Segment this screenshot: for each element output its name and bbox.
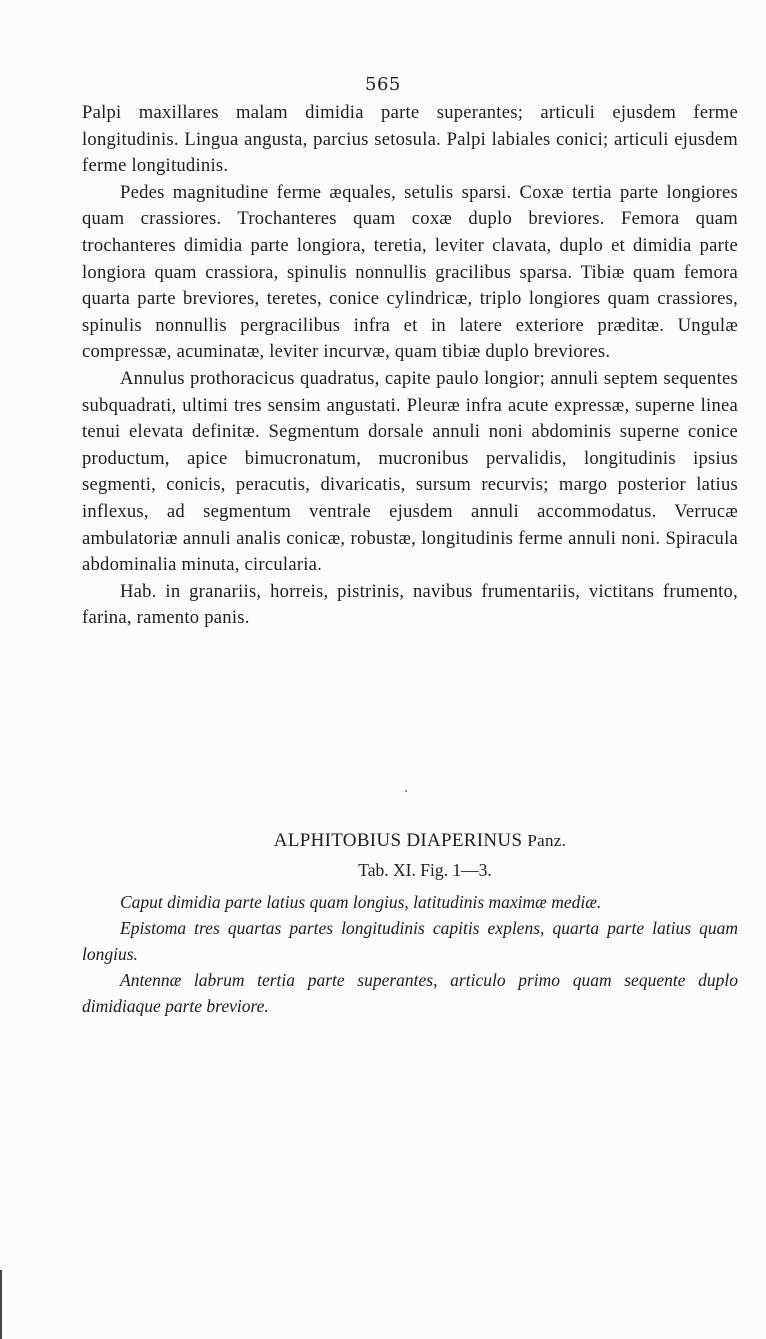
paragraph-pedes: Pedes magnitudine ferme æquales, setulis sparsi. Coxæ tertia parte longiores quam crassiores. Trochanteres quam coxæ duplo breviores. Femora quam trochanteres dimidia parte longiora, teretia, leviter clavata, duplo et dimidia parte longiora quam crassiora, spinulis nonnullis gracilibus sparsa. Tibiæ quam femora quarta parte breviores, teretes, conice cylindricæ, triplo longiores quam crassiores, spinulis nonnullis pergracilibus infra et in latere exteriore præditæ. Ungulæ compressæ, acuminatæ, leviter incurvæ, quam tibiæ duplo breviores. bbox=[82, 181, 738, 363]
species-author: Panz. bbox=[527, 831, 567, 850]
species-name: ALPHITOBIUS DIAPERINUS bbox=[273, 830, 523, 851]
paragraph-palpi: Palpi maxillares malam dimidia parte superantes; articuli ejusdem ferme longitudinis. Lingua angusta, parcius setosula. Palpi labiales conici; articuli ejusdem ferme longitudinis. bbox=[82, 102, 738, 177]
scan-edge-mark bbox=[0, 1270, 2, 1339]
print-speck bbox=[405, 790, 407, 792]
species-section bbox=[82, 830, 738, 1019]
paragraph-annulus: Annulus prothoracicus quadratus, capite paulo longior; annuli septem sequentes subquadrati, ultimi tres sensim angustati. Pleuræ infra acute expressæ, superne linea tenui elevata definitæ. Segmentum dorsale annuli noni abdominis superne conice productum, apice bimucronatum, mucronibus pervalidis, longitudinis ipsius segmenti, conicis, peracutis, divaricatis, sursum recurvis; margo posterior latius inflexus, ad segmentum ventrale ejusdem annuli accommodatus. Verrucæ ambulatoriæ annuli analis conicæ, robustæ, longitudinis ferme annuli noni. Spiracula abdominalia minuta, circularia. bbox=[82, 367, 738, 576]
description-antennae: Antennæ labrum tertia parte superantes, articulo primo quam sequente duplo dimidiaque parte breviore. bbox=[82, 970, 738, 1016]
species-heading bbox=[102, 830, 738, 852]
description-epistoma: Epistoma tres quartas partes longitudinis capitis explens, quarta parte latius quam longius. bbox=[82, 918, 738, 964]
page-number: 565 bbox=[365, 74, 401, 95]
species-description bbox=[82, 889, 738, 1019]
description-caput: Caput dimidia parte latius quam longius, latitudinis maximæ mediæ. bbox=[120, 892, 602, 912]
figure-reference: Tab. XI. Fig. 1—3. bbox=[358, 860, 492, 880]
paragraph-habitat: Hab. in granariis, horreis, pistrinis, navibus frumentariis, victitans frumento, farina, ramento panis. bbox=[82, 580, 738, 629]
main-text bbox=[82, 100, 738, 632]
